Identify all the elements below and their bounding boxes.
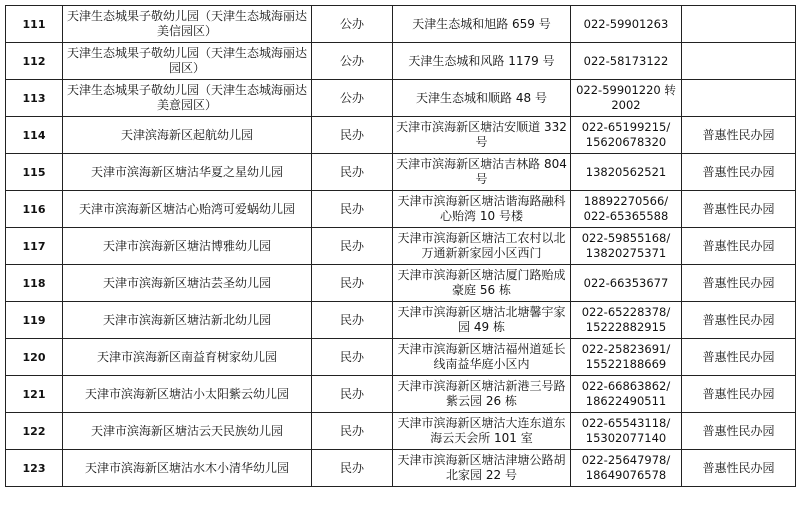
kindergarten-name-cell: 天津市滨海新区塘沽芸圣幼儿园 [63, 265, 312, 302]
address-cell: 天津生态城和顺路 48 号 [393, 80, 571, 117]
kindergarten-name-cell: 天津生态城果子敬幼儿园（天津生态城海丽达美信园区） [63, 6, 312, 43]
phone-cell: 022-25823691/ 15522188669 [571, 339, 682, 376]
table-row [6, 413, 796, 450]
phone-cell: 022-25647978/ 18649076578 [571, 450, 682, 487]
row-number-cell: 118 [6, 265, 63, 302]
kindergarten-name-cell: 天津市滨海新区塘沽水木小清华幼儿园 [63, 450, 312, 487]
school-type-cell: 民办 [312, 154, 393, 191]
category-cell: 普惠性民办园 [682, 265, 796, 302]
school-type-cell: 公办 [312, 43, 393, 80]
category-cell: 普惠性民办园 [682, 450, 796, 487]
address-cell: 天津生态城和风路 1179 号 [393, 43, 571, 80]
phone-cell: 022-65543118/ 15302077140 [571, 413, 682, 450]
school-type-cell: 公办 [312, 6, 393, 43]
row-number-cell: 117 [6, 228, 63, 265]
table-row [6, 80, 796, 117]
school-type-cell: 民办 [312, 228, 393, 265]
phone-cell: 022-59901220 转 2002 [571, 80, 682, 117]
kindergarten-name-cell: 天津生态城果子敬幼儿园（天津生态城海丽达园区） [63, 43, 312, 80]
category-cell: 普惠性民办园 [682, 117, 796, 154]
address-cell: 天津市滨海新区塘沽津塘公路胡北家园 22 号 [393, 450, 571, 487]
table-row [6, 43, 796, 80]
row-number-cell: 123 [6, 450, 63, 487]
kindergarten-name-cell: 天津市滨海新区塘沽新北幼儿园 [63, 302, 312, 339]
address-cell: 天津市滨海新区塘沽大连东道东海云天会所 101 室 [393, 413, 571, 450]
table-row [6, 376, 796, 413]
school-type-cell: 民办 [312, 339, 393, 376]
row-number-cell: 119 [6, 302, 63, 339]
phone-cell: 022-66863862/ 18622490511 [571, 376, 682, 413]
kindergarten-name-cell: 天津生态城果子敬幼儿园（天津生态城海丽达美意园区） [63, 80, 312, 117]
row-number-cell: 121 [6, 376, 63, 413]
address-cell: 天津市滨海新区塘沽厦门路贻成豪庭 56 栋 [393, 265, 571, 302]
table-body [6, 6, 796, 487]
address-cell: 天津市滨海新区塘沽吉林路 804 号 [393, 154, 571, 191]
row-number-cell: 115 [6, 154, 63, 191]
school-type-cell: 民办 [312, 376, 393, 413]
address-cell: 天津生态城和旭路 659 号 [393, 6, 571, 43]
row-number-cell: 111 [6, 6, 63, 43]
kindergarten-name-cell: 天津市滨海新区南益育树家幼儿园 [63, 339, 312, 376]
row-number-cell: 120 [6, 339, 63, 376]
address-cell: 天津市滨海新区塘沽谐海路融科心贻湾 10 号楼 [393, 191, 571, 228]
category-cell: 普惠性民办园 [682, 339, 796, 376]
table-row [6, 450, 796, 487]
row-number-cell: 116 [6, 191, 63, 228]
phone-cell: 022-59855168/ 13820275371 [571, 228, 682, 265]
kindergarten-name-cell: 天津市滨海新区塘沽小太阳紫云幼儿园 [63, 376, 312, 413]
kindergarten-table [5, 5, 796, 487]
row-number-cell: 112 [6, 43, 63, 80]
phone-cell: 022-58173122 [571, 43, 682, 80]
school-type-cell: 民办 [312, 302, 393, 339]
school-type-cell: 民办 [312, 450, 393, 487]
table-row [6, 265, 796, 302]
phone-cell: 022-65228378/ 15222882915 [571, 302, 682, 339]
category-cell: 普惠性民办园 [682, 154, 796, 191]
school-type-cell: 民办 [312, 117, 393, 154]
phone-cell: 022-66353677 [571, 265, 682, 302]
table-row [6, 228, 796, 265]
address-cell: 天津市滨海新区塘沽北塘馨宇家园 49 栋 [393, 302, 571, 339]
table-row [6, 6, 796, 43]
kindergarten-name-cell: 天津滨海新区起航幼儿园 [63, 117, 312, 154]
address-cell: 天津市滨海新区塘沽工农村以北万通新新家园小区西门 [393, 228, 571, 265]
category-cell [682, 43, 796, 80]
phone-cell: 022-65199215/ 15620678320 [571, 117, 682, 154]
school-type-cell: 民办 [312, 265, 393, 302]
table-row [6, 339, 796, 376]
table-row [6, 191, 796, 228]
school-type-cell: 公办 [312, 80, 393, 117]
table-row [6, 302, 796, 339]
kindergarten-name-cell: 天津市滨海新区塘沽华夏之星幼儿园 [63, 154, 312, 191]
category-cell [682, 6, 796, 43]
table-row [6, 117, 796, 154]
category-cell: 普惠性民办园 [682, 228, 796, 265]
row-number-cell: 113 [6, 80, 63, 117]
table-row [6, 154, 796, 191]
category-cell [682, 80, 796, 117]
category-cell: 普惠性民办园 [682, 191, 796, 228]
phone-cell: 18892270566/ 022-65365588 [571, 191, 682, 228]
category-cell: 普惠性民办园 [682, 302, 796, 339]
category-cell: 普惠性民办园 [682, 376, 796, 413]
kindergarten-name-cell: 天津市滨海新区塘沽心贻湾可爱蜗幼儿园 [63, 191, 312, 228]
kindergarten-name-cell: 天津市滨海新区塘沽云天民族幼儿园 [63, 413, 312, 450]
address-cell: 天津市滨海新区塘沽安顺道 332 号 [393, 117, 571, 154]
category-cell: 普惠性民办园 [682, 413, 796, 450]
row-number-cell: 114 [6, 117, 63, 154]
address-cell: 天津市滨海新区塘沽新港三号路紫云园 26 栋 [393, 376, 571, 413]
school-type-cell: 民办 [312, 191, 393, 228]
school-type-cell: 民办 [312, 413, 393, 450]
phone-cell: 022-59901263 [571, 6, 682, 43]
row-number-cell: 122 [6, 413, 63, 450]
address-cell: 天津市滨海新区塘沽福州道延长线南益华庭小区内 [393, 339, 571, 376]
kindergarten-name-cell: 天津市滨海新区塘沽博雅幼儿园 [63, 228, 312, 265]
phone-cell: 13820562521 [571, 154, 682, 191]
